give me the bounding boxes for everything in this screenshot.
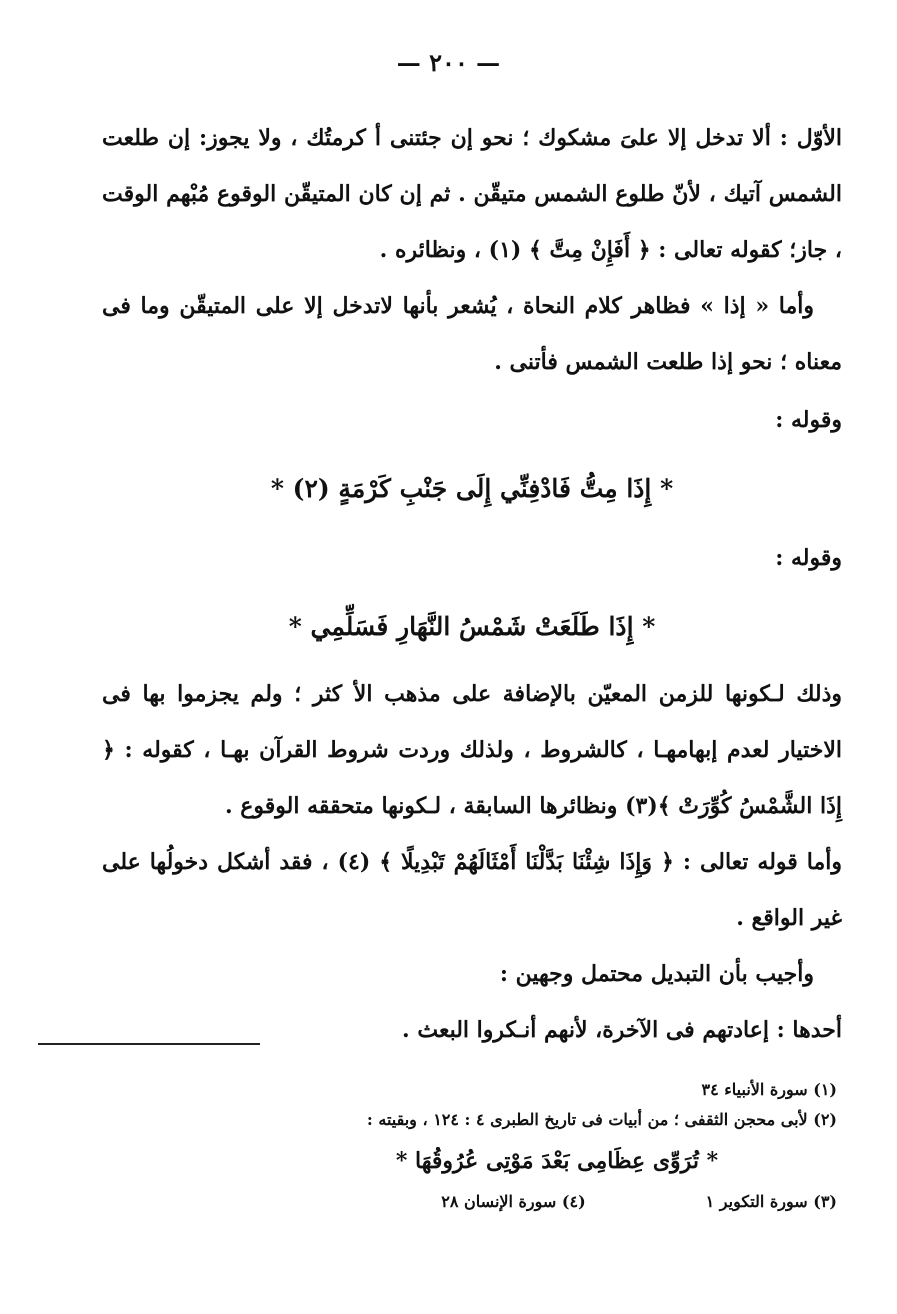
footnote-row — [77, 1187, 837, 1217]
quote-label-2: وقوله : — [775, 545, 842, 571]
footnote-1: (١) سورة الأنبياء ٣٤ — [701, 1080, 837, 1099]
main-text — [102, 110, 842, 1058]
quote-label-1: وقوله : — [775, 407, 842, 433]
paragraph-explanation: وذلك لـكونها للزمن المعيّن بالإضافة على مذهب الأ كثر ؛ ولم يجزموا بها فى الاختيار لعدم إبهامهـا ، كالشروط ، ولذلك وردت شروط القرآن بهـا ، كقوله : ﴿ إِذَا الشَّمْسُ كُوِّرَتْ ﴾(٣) ونظائرها السابقة ، لـكونها متحققه الوقوع . — [102, 681, 842, 819]
paragraph-first-aspect: أحدها : إعادتهم فى الآخرة، لأنهم أنـكروا البعث . — [402, 1017, 842, 1043]
footnote-divider — [38, 1043, 260, 1045]
verse-2: * إِذَا طَلَعَتْ شَمْسُ النَّهَارِ فَسَلِّمِي * — [288, 612, 656, 641]
paragraph-first-condition: الأوّل : ألا تدخل إلا علىَ مشكوك ؛ نحو إن جئتنى أ كرمتُك ، ولا يجوز: إن طلعت الشمس آتيك ، لأنّ طلوع الشمس متيقّن . ثم إن كان المتيقّن الوقوع مُبْهم الوقت ، جاز؛ كقوله تعالى : ﴿ أَفَإِنْ مِتَّ ﴾ (١) ، ونظائره . — [102, 125, 842, 263]
paragraph-idha: وأما « إذا » فظاهر كلام النحاة ، يُشعر بأنها لاتدخل إلا على المتيقّن وما فى معناه ؛ نحو إذا طلعت الشمس فأتنى . — [102, 293, 842, 375]
footnote-2-verse: * تُرَوِّى عِظَامِى بَعْدَ مَوْتِى عُرُوقُهَا * — [395, 1148, 719, 1174]
verse-1: * إِذَا مِتُّ فَادْفِنِّي إِلَى جَنْبِ كَرْمَةٍ (٢) * — [270, 474, 674, 503]
footnote-4: (٤) سورة الإنسان ٢٨ — [441, 1192, 586, 1211]
footnote-3: (٣) سورة التكوير ١ — [705, 1192, 837, 1211]
footnotes — [77, 1075, 837, 1217]
paragraph-quran-verse: وأما قوله تعالى : ﴿ وَإِذَا شِئْنَا بَدَّلْنَا أَمْثَالَهُمْ تَبْدِيلًا ﴾ (٤) ، فقد أشكل دخولُها على غير الواقع . — [102, 849, 842, 931]
paragraph-answer: وأجيب بأن التبديل محتمل وجهين : — [499, 961, 814, 987]
footnote-2: (٢) لأبى محجن الثقفى ؛ من أبيات فى تاريخ الطبرى ٤ : ١٢٤ ، وبقيته : — [366, 1110, 837, 1129]
page-number: — ٢٠٠ — — [396, 48, 501, 77]
